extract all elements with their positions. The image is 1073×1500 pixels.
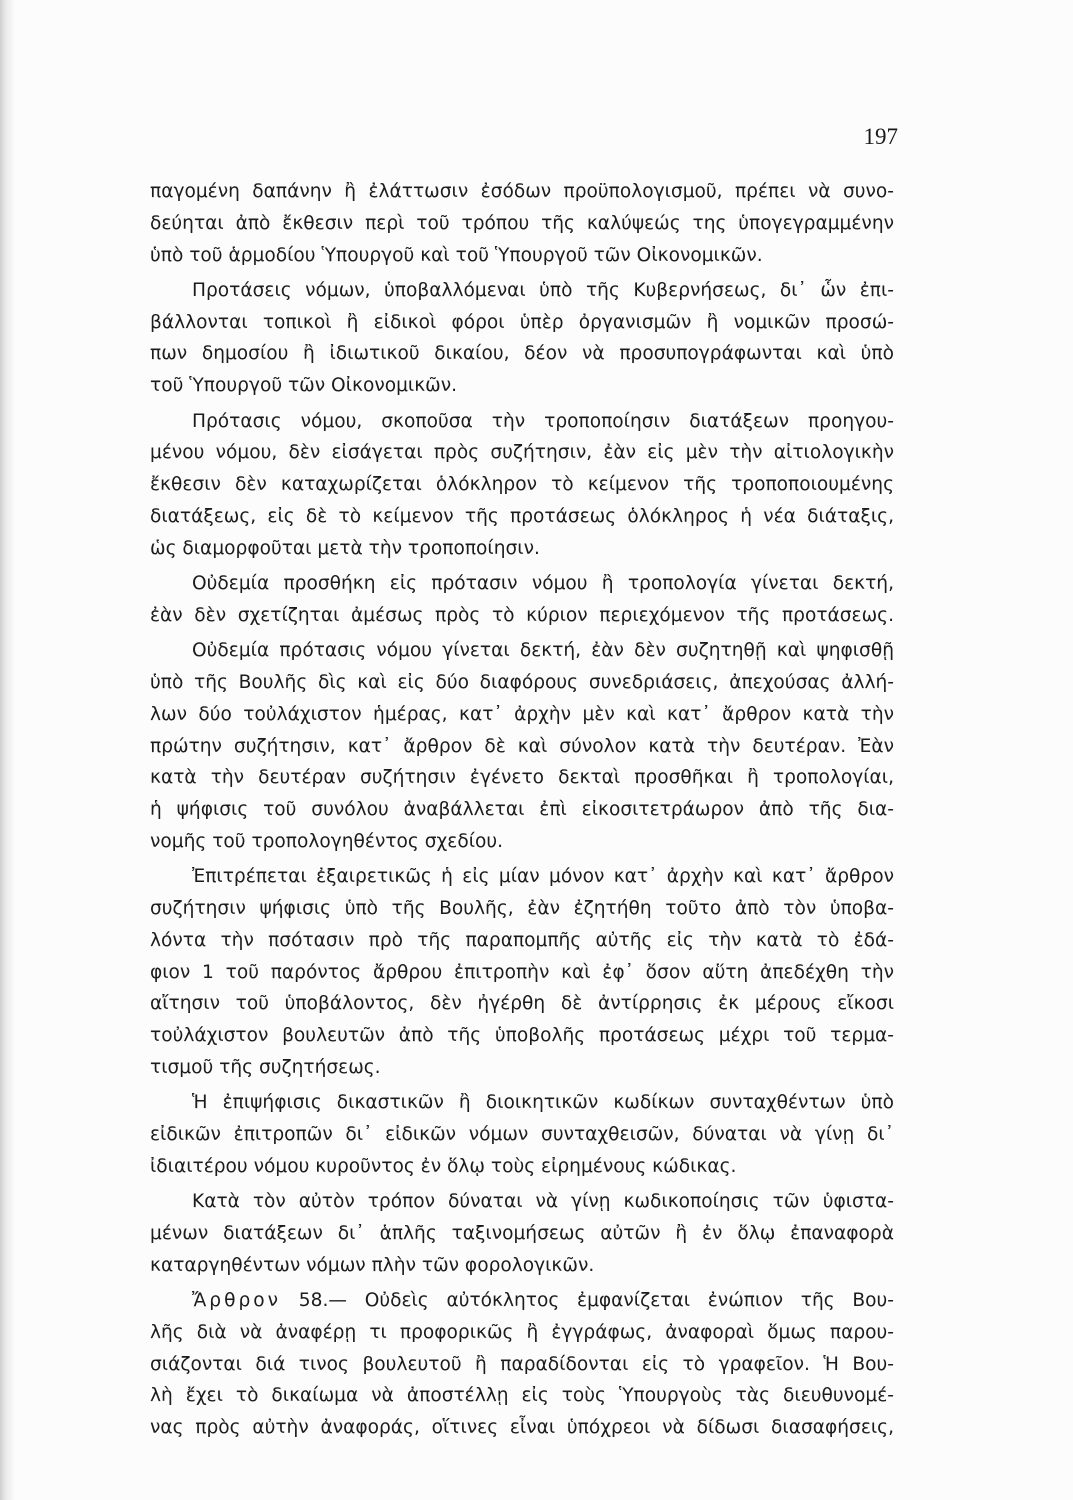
text-line: Ἡ ἐπιψήφισις δικαστικῶν ἢ διοικητικῶν κωδίκων συνταχθέντων ὑπὸ — [192, 1092, 894, 1114]
paragraph — [150, 1285, 894, 1444]
text-line: εἰδικῶν ἐπιτροπῶν δι᾿ εἰδικῶν νόμων συνταχθεισῶν, δύναται νὰ γίνῃ δι᾿ — [150, 1124, 894, 1146]
text-line: Οὐδεμία προσθήκη εἰς πρότασιν νόμου ἢ τροπολογία γίνεται δεκτή, — [192, 573, 894, 595]
text-line: Οὐδεμία πρότασις νόμου γίνεται δεκτή, ἐὰν δὲν συζητηθῇ καὶ ψηφισθῇ — [192, 640, 894, 662]
text-line: παγομένη δαπάνην ἢ ἐλάττωσιν ἐσόδων προϋπολογισμοῦ, πρέπει νὰ συνο- — [150, 181, 894, 202]
text-line: βάλλονται τοπικοὶ ἢ εἰδικοὶ φόροι ὑπὲρ ὀργανισμῶν ἢ νομικῶν προσώ- — [150, 311, 894, 333]
text-line: ἡ ψήφισις τοῦ συνόλου ἀναβάλλεται ἐπὶ εἰκοσιτετράωρον ἀπὸ τῆς δια- — [150, 799, 894, 821]
text-line: δεύηται ἀπὸ ἔκθεσιν περὶ τοῦ τρόπου τῆς καλύψεώς της ὑπογεγραμμένην — [150, 212, 894, 234]
text-line: κατὰ τὴν δευτέραν συζήτησιν ἐγένετο δεκταὶ προσθῆκαι ἢ τροπολογίαι, — [150, 767, 894, 789]
paragraph — [150, 568, 894, 632]
text-line: λόντα τὴν πσότασιν πρὸ τῆς παραπομπῆς αὐτῆς εἰς τὴν κατὰ τὸ ἐδά- — [150, 929, 894, 951]
text-line: ἰδιαιτέρου νόμου κυροῦντος ἐν ὅλῳ τοὺς εἰρημένους κώδικας. — [150, 1155, 737, 1177]
text-line: ἔκθεσιν δὲν καταχωρίζεται ὁλόκληρον τὸ κείμενον τῆς τροποποιουμένης — [150, 474, 894, 496]
body-text — [150, 176, 894, 1448]
text-line: λῆς διὰ νὰ ἀναφέρῃ τι προφορικῶς ἢ ἐγγράφως, ἀναφοραὶ ὅμως παρου- — [150, 1321, 894, 1343]
paragraph — [150, 1087, 894, 1182]
paragraph — [150, 275, 894, 402]
text-line: τισμοῦ τῆς συζητήσεως. — [150, 1057, 381, 1079]
paragraph — [150, 635, 894, 858]
text-line: ὡς διαμορφοῦται μετὰ τὴν τροποποίησιν. — [150, 537, 540, 559]
text-line: συζήτησιν ψήφισις ὑπὸ τῆς Βουλῆς, ἐὰν ἐζητήθη τοῦτο ἀπὸ τὸν ὑποβα- — [150, 898, 894, 920]
text-line: λὴ ἔχει τὸ δικαίωμα νὰ ἀποστέλλῃ εἰς τοὺς Ὑπουργοὺς τὰς διευθυνομέ- — [150, 1385, 894, 1407]
article-label: Ἄρθρον — [192, 1290, 282, 1312]
text-line: νομῆς τοῦ τροπολογηθέντος σχεδίου. — [150, 830, 504, 852]
text-line: πρώτην συζήτησιν, κατ᾿ ἄρθρον δὲ καὶ σύνολον κατὰ τὴν δευτέραν. Ἐὰν — [150, 735, 894, 757]
text-line: τοὐλάχιστον βουλευτῶν ἀπὸ τῆς ὑποβολῆς προτάσεως μέχρι τοῦ τερμα- — [150, 1025, 894, 1047]
paragraph — [150, 176, 894, 271]
text-line: αἴτησιν τοῦ ὑποβάλοντος, δὲν ἠγέρθη δὲ ἀντίρρησις ἐκ μέρους εἴκοσι — [150, 993, 894, 1015]
text-line: Κατὰ τὸν αὐτὸν τρόπον δύναται νὰ γίνῃ κωδικοποίησις τῶν ὑφιστα- — [192, 1191, 894, 1213]
text-line: Πρότασις νόμου, σκοποῦσα τὴν τροποποίησιν διατάξεων προηγου- — [192, 410, 894, 432]
text-line: λων δύο τοὐλάχιστον ἡμέρας, κατ᾿ ἀρχὴν μὲν καὶ κατ᾿ ἄρθρον κατὰ τὴν — [150, 703, 894, 725]
paragraph — [150, 861, 894, 1084]
text-line: νας πρὸς αὐτὴν ἀναφοράς, οἵτινες εἶναι ὑπόχρεοι νὰ δίδωσι διασαφήσεις, — [150, 1417, 894, 1439]
text-line: πων δημοσίου ἢ ἰδιωτικοῦ δικαίου, δέον νὰ προσυπογράφωνται καὶ ὑπὸ — [150, 343, 894, 365]
text-fragment: 58.— Οὐδεὶς αὐτόκλητος ἐμφανίζεται ἐνώπιον τῆς Βου- — [281, 1290, 894, 1312]
article-58-first-line — [150, 1285, 894, 1317]
text-line: διατάξεως, εἰς δὲ τὸ κείμενον τῆς προτάσεως ὁλόκληρος ἡ νέα διάταξις, — [150, 505, 894, 527]
paragraph — [150, 406, 894, 565]
text-line: τοῦ Ὑπουργοῦ τῶν Οἰκονομικῶν. — [150, 375, 458, 397]
text-line: καταργηθέντων νόμων πλὴν τῶν φορολογικῶν. — [150, 1254, 595, 1276]
text-line: φιον 1 τοῦ παρόντος ἄρθρου ἐπιτροπὴν καὶ ἐφ᾿ ὅσον αὕτη ἀπεδέχθη τὴν — [150, 961, 894, 983]
text-line: ἐὰν δὲν σχετίζηται ἀμέσως πρὸς τὸ κύριον περιεχόμενον τῆς προτάσεως. — [150, 604, 894, 626]
page-number: 197 — [863, 124, 898, 149]
text-line: μένων διατάξεων δι᾿ ἁπλῆς ταξινομήσεως αὐτῶν ἢ ἐν ὅλῳ ἐπαναφορὰ — [150, 1223, 894, 1244]
binding-edge-shadow — [0, 0, 14, 1500]
text-line: Ἐπιτρέπεται ἐξαιρετικῶς ἡ εἰς μίαν μόνον κατ᾿ ἀρχὴν καὶ κατ᾿ ἄρθρον — [192, 866, 894, 888]
text-line: ὑπὸ τοῦ ἁρμοδίου Ὑπουργοῦ καὶ τοῦ Ὑπουργοῦ τῶν Οἰκονομικῶν. — [150, 244, 763, 266]
text-line: σιάζονται διά τινος βουλευτοῦ ἢ παραδίδονται εἰς τὸ γραφεῖον. Ἡ Βου- — [150, 1353, 894, 1375]
text-line: ὑπὸ τῆς Βουλῆς δὶς καὶ εἰς δύο διαφόρους συνεδριάσεις, ἀπεχούσας ἀλλή- — [150, 671, 894, 693]
paragraph — [150, 1186, 894, 1281]
text-line: μένου νόμου, δὲν εἰσάγεται πρὸς συζήτησιν, ἐὰν εἰς μὲν τὴν αἰτιολογικὴν — [150, 442, 894, 464]
text-line: Προτάσεις νόμων, ὑποβαλλόμεναι ὑπὸ τῆς Κυβερνήσεως, δι᾿ ὧν ἐπι- — [192, 279, 894, 301]
